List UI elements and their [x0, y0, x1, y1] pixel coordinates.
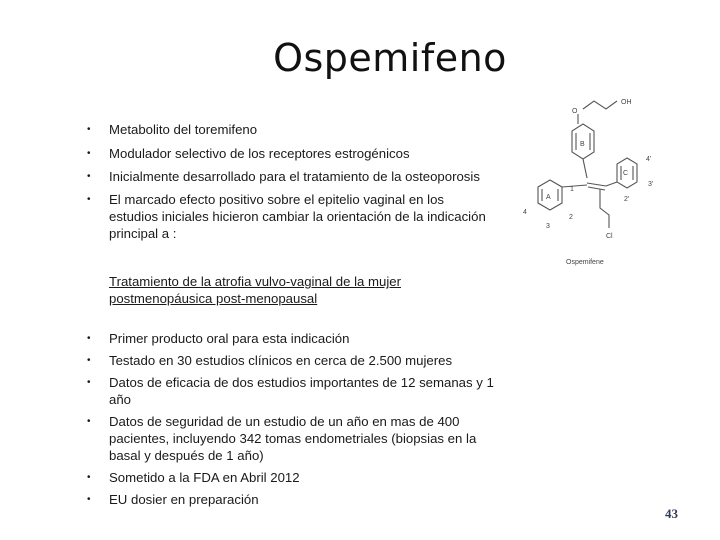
bullet-text: Datos de seguridad de un estudio de un año en mas de 400 pacientes, incluyendo 342 tomas endometriales (biopsias en la basal y después de 1 año) [109, 414, 477, 463]
bullet-marker: • [87, 355, 91, 366]
list-item [82, 191, 492, 242]
chlorine-label: Cl [606, 233, 613, 240]
chloroethyl-chain [600, 189, 609, 228]
position-2-label: 2 [569, 214, 573, 221]
bullet-marker: • [87, 194, 91, 205]
list-item [82, 168, 492, 185]
bullet-text: Modulador selectivo de los receptores estrogénicos [109, 146, 410, 161]
list-item [82, 491, 502, 508]
hydroxyl-label: OH [621, 99, 632, 106]
list-item [82, 352, 502, 369]
bullet-text: Datos de eficacia de dos estudios importantes de 12 semanas y 1 año [109, 375, 494, 407]
list-item [82, 121, 492, 138]
position-4prime-label: 4' [646, 156, 652, 163]
bullet-marker: • [87, 377, 91, 388]
position-2prime-label: 2' [624, 196, 630, 203]
ospemifene-structure-diagram [517, 92, 667, 272]
bullet-marker: • [87, 494, 91, 505]
list-item [82, 145, 492, 162]
slide-title: Ospemifeno [273, 36, 507, 80]
list-item [82, 374, 502, 408]
bullet-text: EU dosier en preparación [109, 492, 259, 507]
ring-c-bond [606, 182, 617, 186]
bullet-marker: • [87, 472, 91, 483]
central-double-bond [587, 183, 606, 190]
bullet-text: El marcado efecto positivo sobre el epitelio vaginal en los estudios iniciales hicieron cambiar la orientación de la indicación principal a : [109, 192, 486, 241]
ring-c-label: C [623, 170, 629, 177]
bullet-text: Inicialmente desarrollado para el tratamiento de la osteoporosis [109, 169, 480, 184]
bullet-marker: • [87, 333, 91, 344]
bullet-marker: • [87, 148, 91, 159]
list-item [82, 469, 502, 486]
position-4-label: 4 [523, 209, 527, 216]
ring-b-label: B [580, 141, 585, 148]
position-3-label: 3 [546, 223, 550, 230]
oxygen-label: O [572, 108, 578, 115]
bullet-marker: • [87, 416, 91, 427]
page-number: 43 [665, 506, 678, 521]
bullet-marker: • [87, 124, 91, 135]
bullet-marker: • [87, 171, 91, 182]
ring-b-to-center-bond [583, 159, 587, 178]
intro-bullet-list [82, 121, 492, 248]
indication-statement: Tratamiento de la atrofia vulvo-vaginal de la mujer postmenopáusica post-menopausal [109, 274, 401, 306]
list-item [82, 330, 502, 347]
position-1-label: 1 [570, 186, 574, 193]
bullet-text: Testado en 30 estudios clínicos en cerca de 2.500 mujeres [109, 353, 453, 368]
bullet-text: Metabolito del toremifeno [109, 122, 258, 137]
position-3prime-label: 3' [648, 181, 654, 188]
detail-bullet-list [82, 330, 502, 513]
hydroxyethoxy-chain [583, 101, 617, 109]
list-item [82, 413, 502, 464]
bullet-text: Sometido a la FDA en Abril 2012 [109, 470, 300, 485]
structure-caption: Ospemifene [566, 259, 604, 266]
bullet-text: Primer producto oral para esta indicación [109, 331, 350, 346]
ring-a-bond [562, 185, 587, 187]
ring-a-label: A [546, 194, 551, 201]
